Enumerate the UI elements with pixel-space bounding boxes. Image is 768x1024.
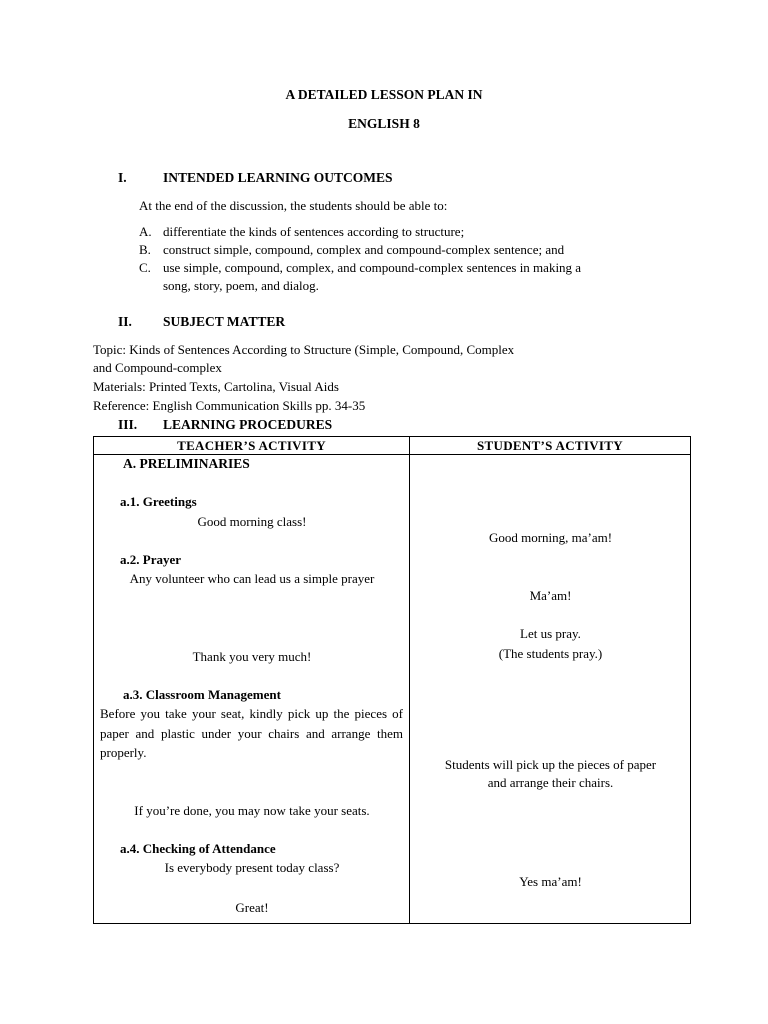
section-2-title: SUBJECT MATTER — [163, 314, 286, 329]
student-activity-cell — [410, 455, 691, 924]
table-header-row — [94, 437, 691, 455]
procedures-table — [93, 436, 691, 924]
topic-line-2: and Compound-complex — [93, 360, 222, 375]
classroom-management-heading: a.3. Classroom Management — [123, 687, 281, 702]
classroom-management-text: Before you take your seat, kindly pick up the pieces of paper and plastic under your chairs and arrange them properly. — [100, 706, 403, 760]
section-2-number: II. — [118, 314, 132, 329]
pick-up-line-2: and arrange their chairs. — [487, 775, 614, 790]
section-3-title: LEARNING PROCEDURES — [163, 417, 333, 432]
greetings-heading: a.1. Greetings — [120, 494, 197, 509]
greetings-text: Good morning class! — [197, 514, 307, 529]
outcome-c-text: use simple, compound, complex, and compound-complex sentences in making a — [163, 260, 582, 275]
prayer-volunteer: Ma’am! — [529, 588, 572, 603]
lets-pray: Let us pray. — [520, 626, 581, 641]
attendance-text: Is everybody present today class? — [164, 860, 340, 875]
outcome-b-text: construct simple, compound, complex and compound-complex sentence; and — [163, 242, 565, 257]
section-1-number: I. — [118, 170, 127, 185]
document-title: A DETAILED LESSON PLAN IN — [285, 87, 483, 102]
outcome-c-continued: song, story, poem, and dialog. — [163, 278, 319, 293]
attendance-heading: a.4. Checking of Attendance — [120, 841, 276, 856]
outcome-b-letter: B. — [139, 242, 151, 257]
students-pray: (The students pray.) — [498, 646, 603, 661]
section-3-number: III. — [118, 417, 138, 432]
outcome-c-letter: C. — [139, 260, 151, 275]
attendance-reply: Yes ma’am! — [519, 874, 582, 889]
teacher-activity-header: TEACHER’S ACTIVITY — [94, 437, 410, 455]
materials: Materials: Printed Texts, Cartolina, Visual Aids — [93, 379, 339, 394]
topic-line-1: Topic: Kinds of Sentences According to Structure (Simple, Compound, Complex — [93, 342, 515, 357]
thanks-text: Thank you very much! — [192, 649, 312, 664]
teacher-activity-cell — [94, 455, 410, 924]
student-activity-header: STUDENT’S ACTIVITY — [410, 437, 691, 455]
done-text: If you’re done, you may now take your seats. — [134, 803, 370, 818]
prayer-heading: a.2. Prayer — [120, 552, 182, 567]
preliminaries-heading: A. PRELIMINARIES — [123, 456, 250, 471]
document-subtitle: ENGLISH 8 — [348, 116, 420, 131]
section-1-title: INTENDED LEARNING OUTCOMES — [163, 170, 393, 185]
table-body-row — [94, 455, 691, 924]
great-text: Great! — [235, 900, 269, 915]
pick-up-line-1: Students will pick up the pieces of paper — [444, 757, 657, 772]
outcome-a-letter: A. — [139, 224, 152, 239]
greeting-reply: Good morning, ma’am! — [488, 530, 613, 545]
outcomes-intro: At the end of the discussion, the students should be able to: — [139, 198, 448, 213]
outcome-a-text: differentiate the kinds of sentences according to structure; — [163, 224, 465, 239]
prayer-text: Any volunteer who can lead us a simple prayer — [129, 571, 375, 586]
reference: Reference: English Communication Skills pp. 34-35 — [93, 398, 366, 413]
